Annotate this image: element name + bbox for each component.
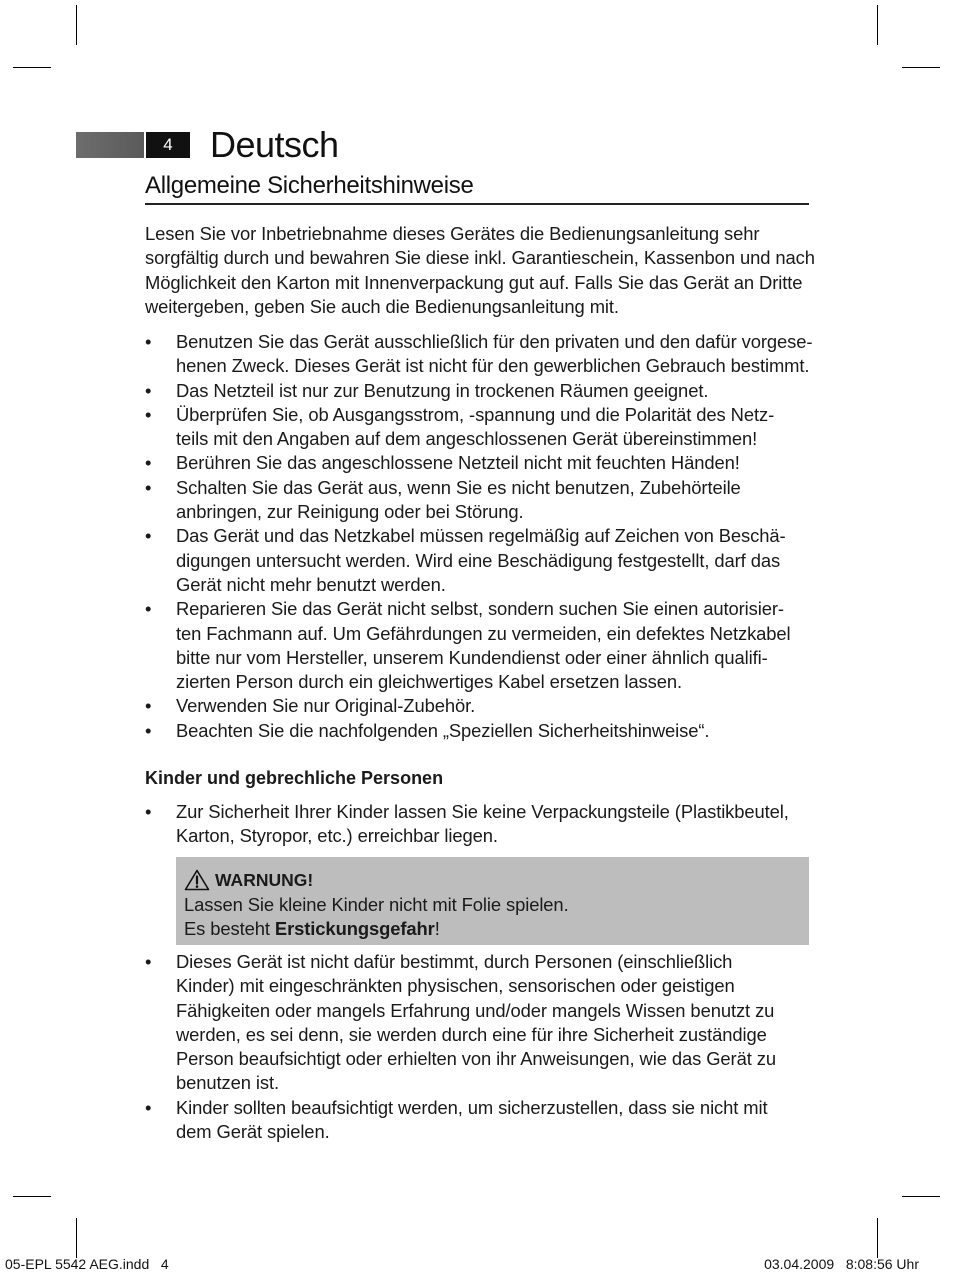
list-item-text: Reparieren Sie das Gerät nicht selbst, sondern suchen Sie einen autorisier- ten Fachmann auf. Um Gefährdungen zu vermeiden, ein defektes Netzkabel bitte nur vom Hersteller, unserem Kundendienst oder einer ähnlich qualifi- zierten Person durch ein gleichwertiges Kabel ersetzen lassen. [176,598,791,693]
crop-mark-bottom-left-vertical [76,1218,77,1258]
footer-timestamp: 03.04.2009 8:08:56 Uhr [764,1256,919,1272]
crop-mark-bottom-right-vertical [877,1218,878,1258]
list-item-text: Berühren Sie das angeschlossene Netzteil nicht mit feuchten Händen! [176,452,740,474]
list-item-text: Beachten Sie die nachfolgenden „Speziellen Sicherheitshinweise“. [176,719,710,741]
warning-header [184,867,801,893]
list-item-text: Benutzen Sie das Gerät ausschließlich für den privaten und den dafür vorgese- henen Zweck. Dieses Gerät ist nicht für den gewerblichen Gebrauch bestimmt. [176,331,813,377]
warning-box [176,857,809,945]
warning-line-1: Lassen Sie kleine Kinder nicht mit Folie spielen. [184,894,569,915]
list-item [145,524,815,597]
list-item-text: Verwenden Sie nur Original-Zubehör. [176,695,476,717]
warning-triangle-icon [184,869,210,891]
list-item-text: Das Netzteil ist nur zur Benutzung in trockenen Räumen geeignet. [176,379,709,401]
warning-title: WARNUNG! [215,869,314,890]
list-item [145,950,815,1096]
crop-mark-bottom-right-horizontal [902,1196,940,1197]
list-item-text: Kinder sollten beaufsichtigt werden, um sicherzustellen, dass sie nicht mit dem Gerät spielen. [176,1096,768,1143]
warning-line-2-suffix: ! [434,918,440,939]
list-item [145,719,815,743]
page-number-badge: 4 [146,132,190,158]
general-safety-list [145,330,815,743]
list-item [145,1096,815,1145]
list-item [145,800,815,849]
list-item [145,476,815,525]
footer-file-info: 05-EPL 5542 AEG.indd 4 [5,1256,169,1272]
list-item-text: Zur Sicherheit Ihrer Kinder lassen Sie keine Verpackungsteile (Plastikbeutel, Karton, Styropor, etc.) erreichbar liegen. [176,801,789,847]
crop-mark-top-right-horizontal [902,67,940,68]
language-title: Deutsch [210,124,339,165]
list-item [145,451,815,475]
warning-hazard-term: Erstickungsgefahr [274,918,435,939]
children-section-heading: Kinder und gebrechliche Personen [145,768,444,788]
intro-paragraph: Lesen Sie vor Inbetriebnahme dieses Gerätes die Bedienungsanleitung sehr sorgfältig durch und bewahren Sie diese inkl. Garantieschein, Kassenbon und nach Möglichkeit den Karton mit Innenverpackung gut auf. Falls Sie das Gerät an Dritte weitergeben, geben Sie auch die Bedienungsanleitung mit. [145,223,815,317]
list-item-text: Schalten Sie das Gerät aus, wenn Sie es nicht benutzen, Zubehörteile anbringen, zur Reinigung oder bei Störung. [176,476,741,523]
warning-line-2 [184,917,801,941]
list-item [145,330,815,379]
list-item [145,403,815,452]
crop-mark-top-left-vertical [76,5,77,45]
warning-line-2-prefix: Es besteht [184,918,275,939]
list-item-text: Dieses Gerät ist nicht dafür bestimmt, durch Personen (einschließlich Kinder) mit eingeschränkten physischen, sensorischen oder geistigen Fähigkeiten oder mangels Erfahrung und/oder mangels Wissen benutzt zu werden, es sei denn, sie werden durch eine für ihre Sicherheit zuständige Person beaufsichtigt oder erhielten von ihr Anweisungen, wie das Gerät zu benutzen ist. [176,951,776,1094]
list-item-text: Das Gerät und das Netzkabel müssen regelmäßig auf Zeichen von Beschä- digungen untersucht werden. Wird eine Beschädigung festgestellt, darf das Gerät nicht mehr benutzt werden. [176,525,786,595]
children-safety-list [145,800,815,849]
list-item [145,379,815,403]
section-title: Allgemeine Sicherheitshinweise [145,172,474,199]
language-bar [76,132,144,158]
list-item [145,694,815,718]
crop-mark-bottom-left-horizontal [13,1196,51,1197]
list-item [145,597,815,694]
section-divider [145,203,809,205]
children-safety-list-continued [145,950,815,1144]
crop-mark-top-left-horizontal [13,67,51,68]
crop-mark-top-right-vertical [877,5,878,45]
list-item-text: Überprüfen Sie, ob Ausgangsstrom, -spannung und die Polarität des Netz- teils mit den Angaben auf dem angeschlossenen Gerät übereinstimmen! [176,403,775,450]
